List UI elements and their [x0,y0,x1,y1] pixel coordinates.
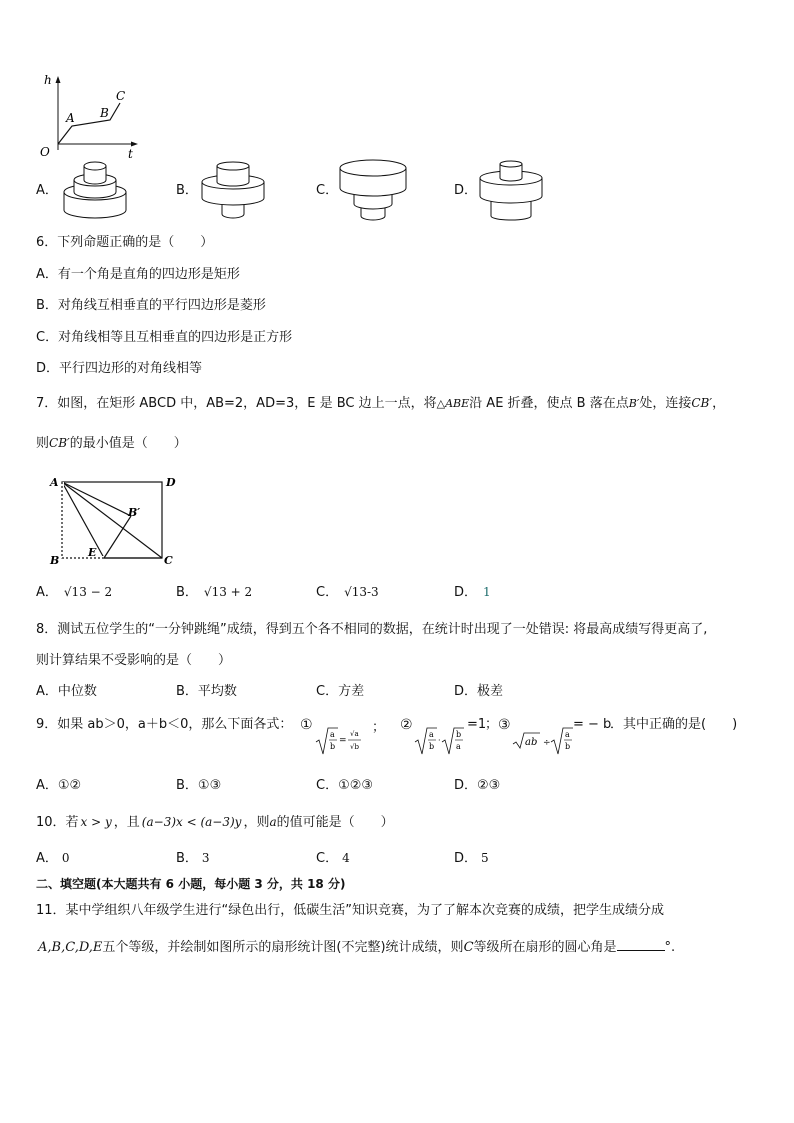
svg-text:b: b [456,730,462,739]
q9-expression-1 [314,724,374,758]
q11-line2-part3: °. [664,940,676,955]
q7-option-b-label: B． [176,585,198,600]
q9-stem: 9．如果 ab＞0，a＋b＜0，那么下面各式： [36,717,293,732]
section-2-title: 二、填空题(本大题共有 6 小题，每小题 3 分，共 18 分) [36,877,346,891]
q11-grade-c: C [463,940,474,955]
q7-option-a[interactable] [36,584,112,601]
q9-circle-2: ② [400,717,413,733]
svg-text:=: = [339,736,347,746]
svg-text:√a: √a [350,730,359,738]
graph-b-label: B [100,106,109,120]
q9-option-b[interactable]: B．①③ [176,778,222,793]
svg-text:a: a [429,730,434,739]
q5-option-b-label[interactable]: B． [176,183,198,198]
q10-option-a-value: 0 [61,851,70,865]
q7-fig-e: E [88,546,97,559]
q6-option-b[interactable]: B．对角线互相垂直的平行四边形是菱形 [36,298,266,313]
q11-stem-line1: 11．某中学组织八年级学生进行“绿色出行，低碳生活”知识竞赛，为了了解本次竞赛的成绩，把学生成绩分成 [36,903,665,918]
q7-rectangle-figure [46,472,186,572]
q10-part3: ，则 [243,815,270,830]
svg-text:·: · [438,736,441,745]
q9-tail: ．其中正确的是( ) [610,717,738,732]
q5-option-c-figure [336,158,410,222]
q9-option-c[interactable]: C．①②③ [316,778,374,793]
svg-text:b: b [565,742,571,751]
q7-line2-part1: 则 [36,436,50,451]
svg-text:a: a [456,742,461,751]
q10-part2: ，且 [113,815,140,830]
q7-fig-bprime: B′ [128,506,141,519]
q5-graph [34,72,144,162]
q8-option-a[interactable]: A．中位数 [36,684,97,699]
q9-option-d[interactable]: D．②③ [454,778,501,793]
q5-option-c-label[interactable]: C． [316,183,339,198]
svg-text:÷: ÷ [543,738,551,748]
q9-option-a[interactable]: A．①② [36,778,82,793]
svg-text:b: b [330,742,336,751]
q10-option-a[interactable] [36,850,70,867]
q7-option-d-label: D． [454,585,478,600]
q9-semicolon-1: ； [372,720,386,735]
q10-option-b-label: B． [176,851,198,866]
q7-fig-a: A [50,476,59,489]
graph-a-label: A [66,111,75,125]
svg-text:√b: √b [350,743,359,751]
q7-option-b-value: √13 + 2 [203,585,253,599]
svg-text:b: b [429,742,435,751]
q8-stem-line2: 则计算结果不受影响的是（ ） [36,653,232,668]
q7-segment-cbprime: CB′ [691,396,713,410]
q10-stem [36,814,394,831]
q7-stem-part4: ， [712,396,726,411]
svg-text:a: a [565,730,570,739]
q5-option-b-figure [198,160,268,222]
q8-option-c[interactable]: C．方差 [316,684,365,699]
q8-stem-line1: 8．测试五位学生的“一分钟跳绳”成绩，得到五个各不相同的数据，在统计时出现了一处错误: 将最高成绩写得更高了, [36,622,708,637]
q10-inequality: (a−3)x < (a−3)y [141,815,242,829]
q11-stem-line2 [38,938,675,956]
q7-option-b[interactable] [176,584,252,601]
q10-var-a: a [269,815,277,829]
q7-line2-cbprime: CB′ [49,436,70,450]
q10-option-b-value: 3 [201,851,210,865]
q7-fig-c: C [164,554,173,567]
graph-c-label: C [116,89,126,103]
q7-option-a-value: √13 − 2 [63,585,113,599]
svg-text:a: a [330,730,335,739]
q7-fig-b: B [50,554,60,567]
q9-equals-3: = − b [573,717,612,732]
q11-line2-part2: 等级所在扇形的圆心角是 [473,940,617,955]
q6-option-d[interactable]: D．平行四边形的对角线相等 [36,361,203,376]
q10-option-b[interactable] [176,850,210,867]
q11-grade-letters: A,B,C,D,E [38,940,103,955]
q5-option-a-figure [60,158,130,220]
q7-stem-part1: 7．如图，在矩形 ABCD 中，AB=2，AD=3，E 是 BC 边上一点，将 [36,396,437,411]
q7-triangle-abe: △ABE [436,397,470,410]
q7-stem-part3: 处，连接 [639,396,692,411]
q7-stem-line1 [36,395,725,412]
q9-circle-3: ③ [498,717,511,733]
q10-option-c-value: 4 [342,851,350,865]
q11-line2-part1: 五个等级，并绘制如图所示的扇形统计图(不完整)统计成绩，则 [102,940,464,955]
q7-fig-d: D [166,476,176,489]
q5-option-d-label[interactable]: D． [454,183,478,198]
q7-line2-part2: 的最小值是（ ） [69,436,187,451]
graph-h-label: h [44,73,52,87]
q6-option-c[interactable]: C．对角线相等且互相垂直的四边形是正方形 [36,330,293,345]
q8-option-d[interactable]: D．极差 [454,684,504,699]
q9-circle-1: ① [300,717,313,733]
q7-stem-part2: 沿 AE 折叠，使点 B 落在点 [469,396,629,411]
q10-option-a-label: A． [36,851,58,866]
q7-point-bprime: B′ [628,397,640,410]
q5-option-d-figure [476,158,546,222]
q10-option-d-value: 5 [481,851,489,865]
q11-answer-blank[interactable] [617,938,665,951]
q8-option-b[interactable]: B．平均数 [176,684,237,699]
graph-t-label: t [128,147,133,161]
q7-option-c[interactable] [316,584,379,601]
q7-option-c-label: C． [316,585,339,600]
q6-option-a[interactable]: A．有一个角是直角的四边形是矩形 [36,267,240,282]
q10-option-d[interactable] [454,850,489,867]
q10-part1: 10．若 [36,815,79,830]
q7-stem-line2 [36,435,187,452]
q6-stem: 6．下列命题正确的是（ ） [36,235,214,250]
q9-equals-1: =1 [467,717,487,732]
q10-option-d-label: D． [454,851,478,866]
q10-option-c[interactable] [316,850,350,867]
q10-option-c-label: C． [316,851,339,866]
q10-x-gt-y: x > y [80,815,112,829]
q9-semicolon-2: ； [485,717,499,732]
svg-text:ab: ab [525,737,538,748]
q7-option-d[interactable] [454,584,491,601]
q7-option-a-label: A． [36,585,58,600]
q7-option-d-value: 1 [483,585,491,599]
q10-part4: 的值可能是（ ） [276,815,394,830]
q5-option-a-label[interactable]: A． [36,183,58,198]
q9-expression-2 [413,724,467,758]
q9-expression-3 [511,724,573,758]
graph-o-label: O [40,145,50,159]
q7-option-c-value: √13-3 [344,585,379,599]
